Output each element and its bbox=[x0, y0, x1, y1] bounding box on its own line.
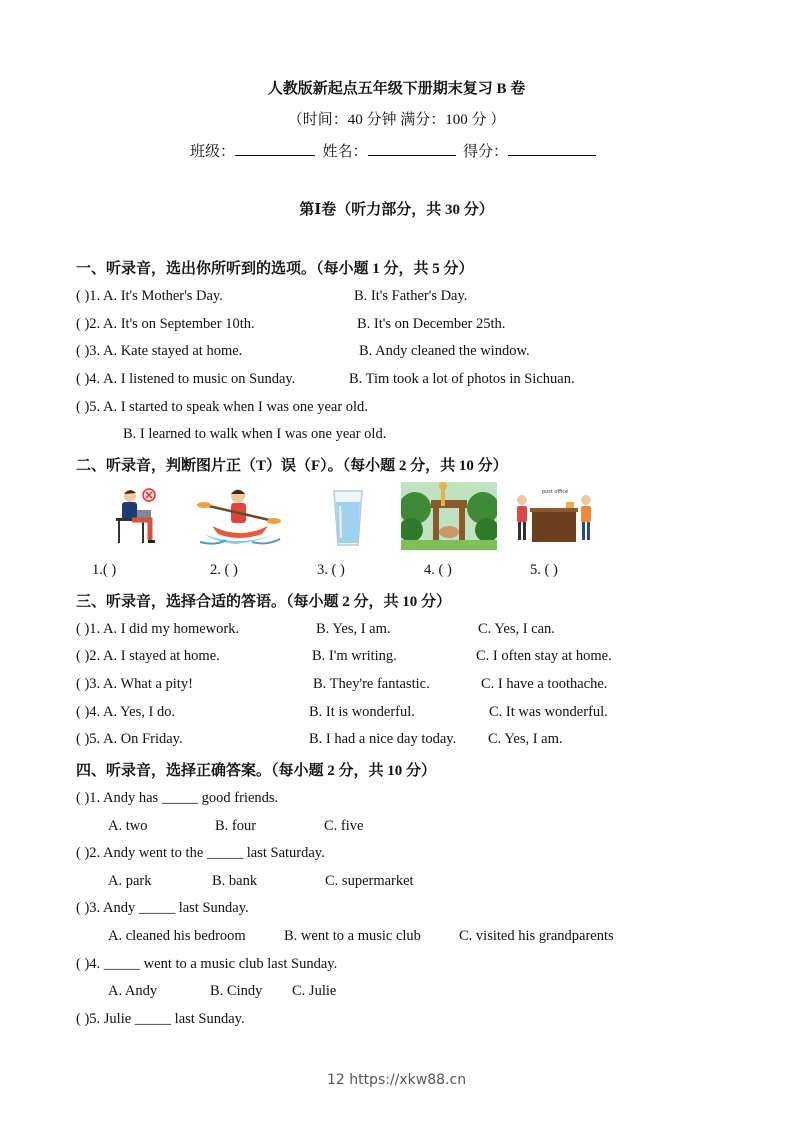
list-item-option-b: B. Tim took a lot of photos in Sichuan. bbox=[349, 371, 575, 387]
list-item-option-c: C. I often stay at home. bbox=[476, 648, 612, 664]
list-item-option-b: B. four bbox=[215, 818, 257, 834]
list-item-option-c: C. I have a toothache. bbox=[481, 676, 608, 692]
list-item: ( )4. A. I listened to music on Sunday. bbox=[76, 371, 296, 387]
post-office-icon bbox=[512, 486, 596, 548]
section4-title: 四、听录音，选择正确答案。（每小题 2 分，共 10 分） bbox=[76, 763, 437, 779]
list-item-option-a: A. two bbox=[108, 818, 148, 834]
glass-of-water-icon bbox=[331, 488, 365, 548]
list-item-option-a: A. Andy bbox=[108, 983, 158, 999]
list-item-option-b: B. I had a nice day today. bbox=[309, 731, 457, 747]
part-one-title: 第Ⅰ卷（听力部分，共 30 分） bbox=[299, 202, 494, 218]
list-item-option-a: A. park bbox=[108, 873, 152, 889]
list-item-option-b: B. It's on December 25th. bbox=[357, 316, 506, 332]
list-item-option-c: C. Julie bbox=[292, 983, 337, 999]
list-item-option-b: B. It is wonderful. bbox=[309, 704, 415, 720]
section3-title: 三、听录音，选择合适的答语。（每小题 2 分，共 10 分） bbox=[76, 594, 452, 610]
list-item: ( )3. A. What a pity! bbox=[76, 676, 193, 692]
name-label: 姓名： bbox=[322, 144, 368, 160]
list-item: ( )1. Andy has _____ good friends. bbox=[76, 790, 279, 806]
page-footer: 12 https://xkw88.cn bbox=[326, 1072, 467, 1088]
list-item: ( )2. A. I stayed at home. bbox=[76, 648, 220, 664]
post-office-sign: post office bbox=[542, 489, 569, 495]
picture-answer-label: 2. ( ) bbox=[210, 562, 238, 578]
list-item-option-b: B. Cindy bbox=[210, 983, 263, 999]
boy-rowing-boat-icon bbox=[196, 484, 282, 550]
picture-answer-label: 1.( ) bbox=[92, 562, 117, 578]
list-item-option-a: A. cleaned his bedroom bbox=[108, 928, 246, 944]
list-item-option-b: B. went to a music club bbox=[284, 928, 421, 944]
class-blank[interactable] bbox=[235, 141, 315, 156]
student-info-line bbox=[190, 140, 596, 161]
list-item: ( )3. Andy _____ last Sunday. bbox=[76, 900, 249, 916]
section2-title: 二、听录音，判断图片正（T）误（F）。（每小题 2 分，共 10 分） bbox=[76, 458, 508, 474]
time-info: （时间：40 分钟 满分：100 分 ） bbox=[287, 112, 506, 128]
name-blank[interactable] bbox=[368, 141, 456, 156]
list-item-option-c: C. visited his grandparents bbox=[459, 928, 614, 944]
zoo-gate-icon bbox=[401, 482, 497, 550]
list-item: ( )4. _____ went to a music club last Sunday. bbox=[76, 956, 338, 972]
list-item-option-b: B. Andy cleaned the window. bbox=[359, 343, 530, 359]
boy-at-computer-icon bbox=[110, 484, 166, 550]
list-item: ( )5. A. I started to speak when I was one year old. bbox=[76, 399, 368, 415]
list-item: ( )5. Julie _____ last Sunday. bbox=[76, 1011, 245, 1027]
picture-answer-label: 4. ( ) bbox=[424, 562, 452, 578]
list-item-option-c: C. Yes, I am. bbox=[488, 731, 563, 747]
list-item-option-c: C. supermarket bbox=[325, 873, 414, 889]
list-item-option-b: B. It's Father's Day. bbox=[354, 288, 468, 304]
list-item: ( )5. A. On Friday. bbox=[76, 731, 183, 747]
list-item-option-b: B. Yes, I am. bbox=[316, 621, 391, 637]
list-item: ( )1. A. I did my homework. bbox=[76, 621, 240, 637]
list-item: ( )1. A. It's Mother's Day. bbox=[76, 288, 223, 304]
list-item-option-b: B. bank bbox=[212, 873, 258, 889]
list-item-option-c: C. Yes, I can. bbox=[478, 621, 555, 637]
section1-title: 一、听录音，选出你所听到的选项。（每小题 1 分，共 5 分） bbox=[76, 261, 474, 277]
list-item: ( )4. A. Yes, I do. bbox=[76, 704, 176, 720]
class-label: 班级： bbox=[190, 144, 236, 160]
picture-answer-label: 5. ( ) bbox=[530, 562, 558, 578]
list-item: ( )2. A. It's on September 10th. bbox=[76, 316, 255, 332]
list-item: ( )3. A. Kate stayed at home. bbox=[76, 343, 243, 359]
score-label: 得分： bbox=[463, 144, 509, 160]
list-item-option-b: B. I learned to walk when I was one year old. bbox=[123, 426, 387, 442]
list-item-option-c: C. five bbox=[324, 818, 364, 834]
list-item: ( )2. Andy went to the _____ last Saturday. bbox=[76, 845, 325, 861]
list-item-option-b: B. They're fantastic. bbox=[313, 676, 430, 692]
score-blank[interactable] bbox=[508, 141, 596, 156]
picture-answer-label: 3. ( ) bbox=[317, 562, 345, 578]
page-title: 人教版新起点五年级下册期末复习 B 卷 bbox=[267, 81, 526, 97]
list-item-option-c: C. It was wonderful. bbox=[489, 704, 608, 720]
list-item-option-b: B. I'm writing. bbox=[312, 648, 397, 664]
